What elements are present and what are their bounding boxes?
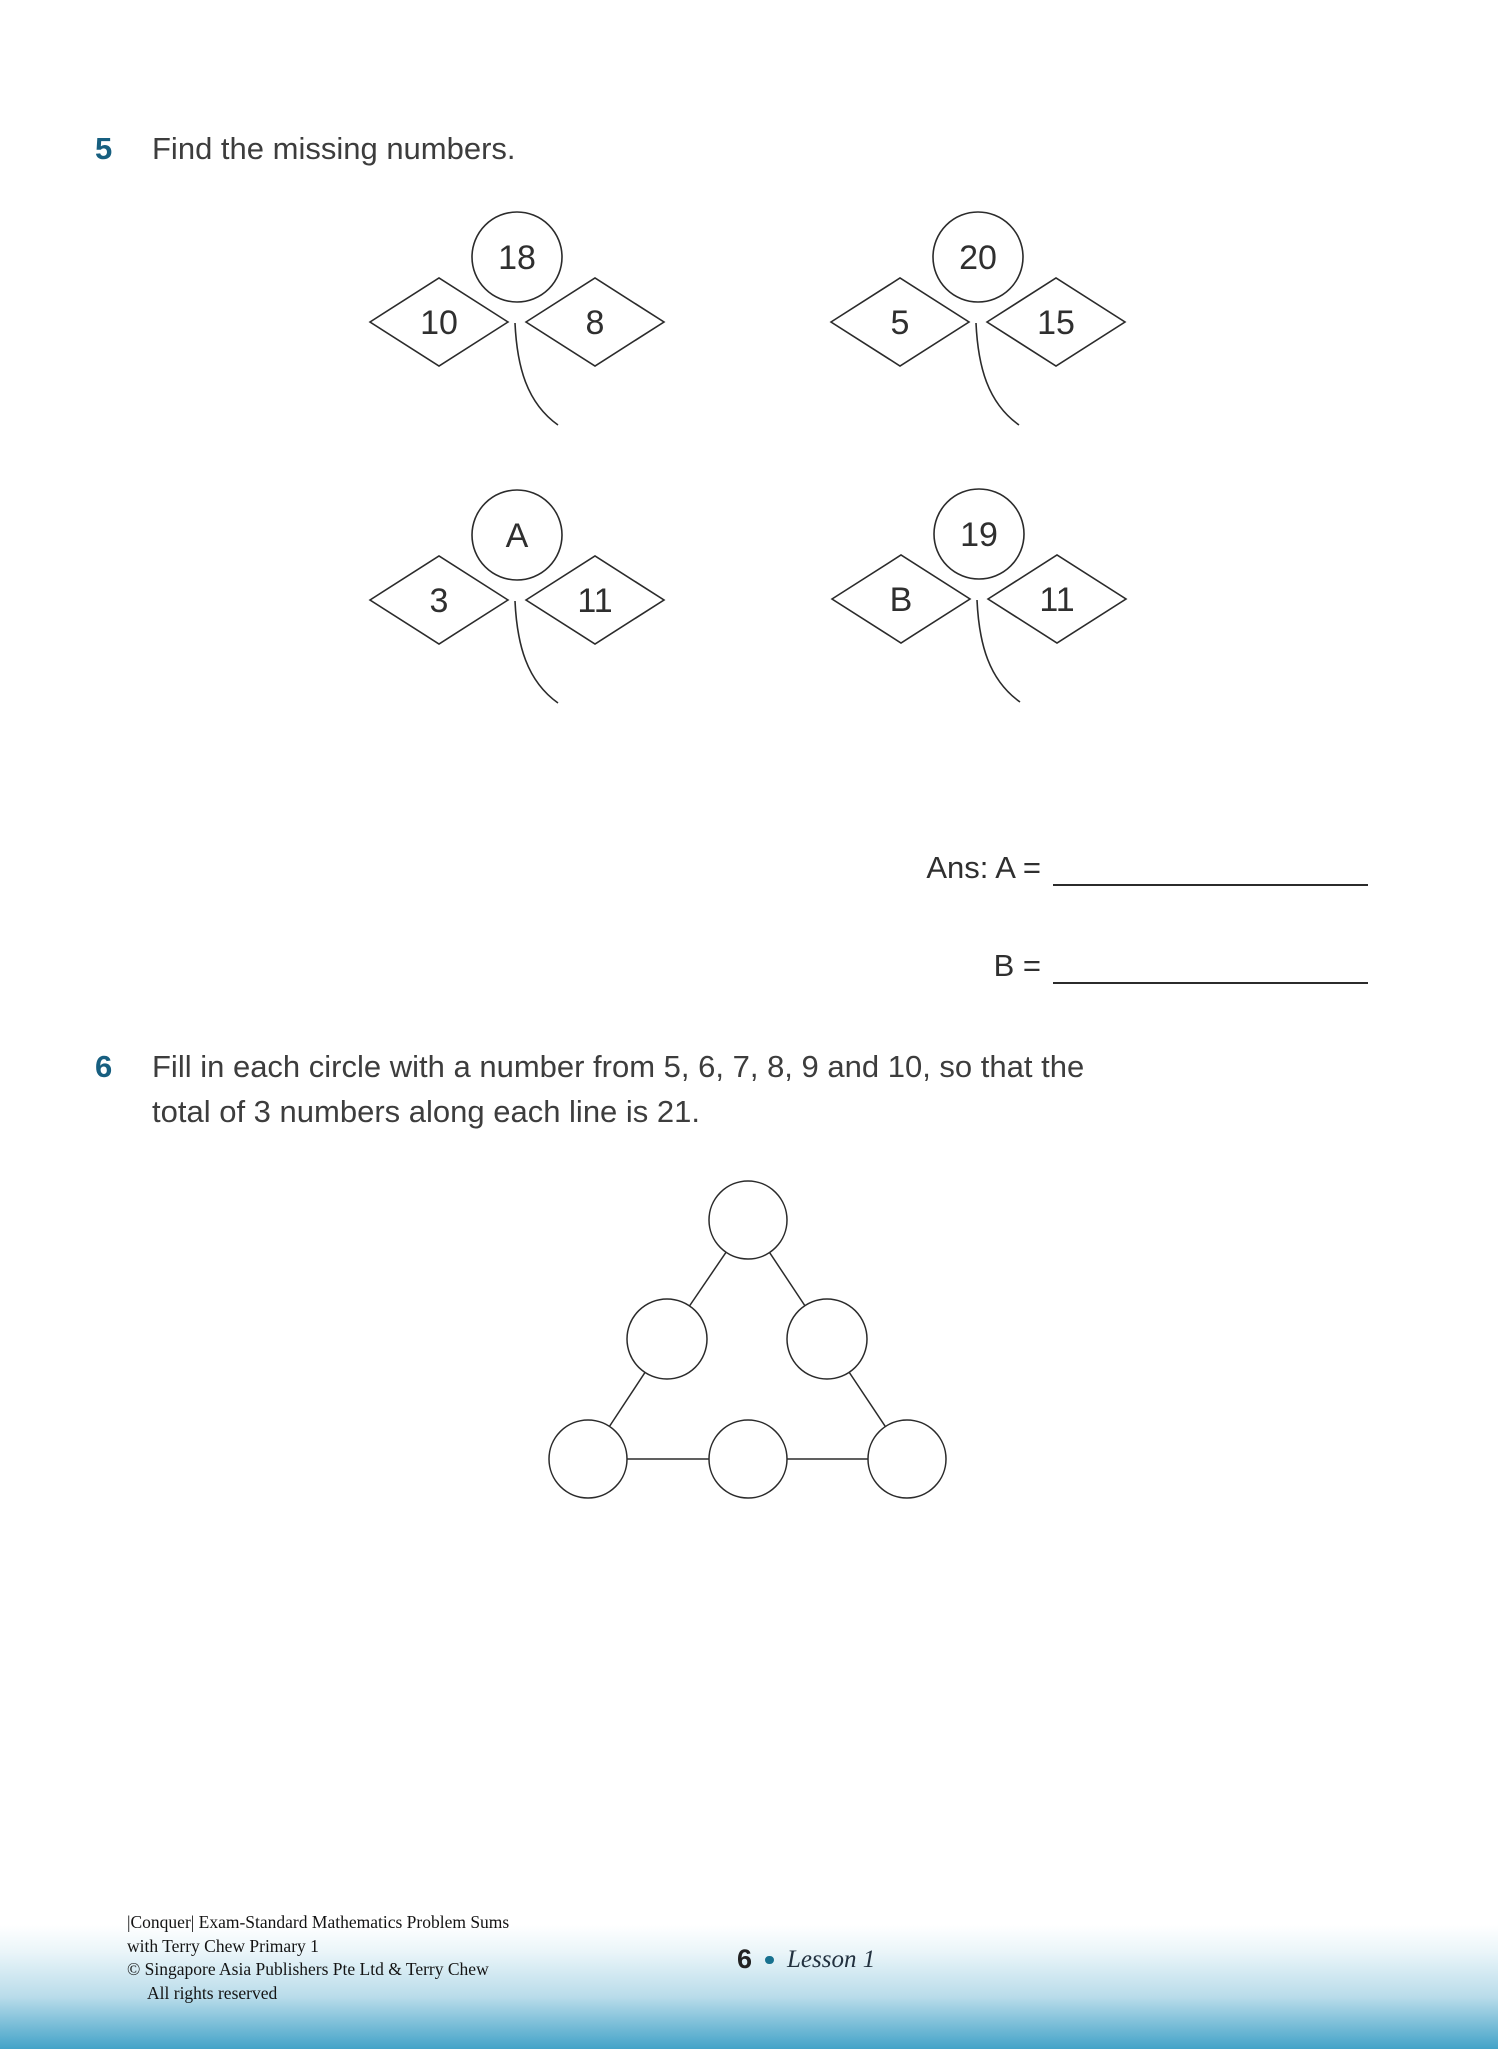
question-5-number: 5 bbox=[95, 131, 113, 166]
question-6-prompt-line-1: Fill in each circle with a number from 5, 6, 7, 8, 9 and 10, so that the bbox=[152, 1049, 1085, 1084]
flower-top-value: A bbox=[505, 517, 529, 555]
imprint-line-2: with Terry Chew Primary 1 bbox=[127, 1935, 319, 1956]
answer-label-a: Ans: A = bbox=[926, 850, 1041, 885]
number-flower-1 bbox=[367, 207, 667, 487]
question-6-prompt bbox=[152, 1044, 1084, 1134]
flower-top-value: 18 bbox=[498, 239, 536, 277]
answer-row-a bbox=[700, 848, 1368, 886]
answer-label-b: B = bbox=[993, 948, 1041, 983]
puzzle-circle-bottom-mid bbox=[709, 1420, 787, 1498]
puzzle-circle-mid-left bbox=[627, 1299, 707, 1379]
answer-row-b bbox=[700, 946, 1368, 984]
number-flower-2 bbox=[828, 207, 1128, 487]
question-6-number: 6 bbox=[95, 1049, 113, 1084]
number-flower-3 bbox=[367, 485, 667, 765]
flower-left-value: 10 bbox=[420, 304, 458, 342]
triangle-puzzle-diagram bbox=[540, 1172, 956, 1508]
flower-right-value: 11 bbox=[577, 582, 613, 620]
flower-left-value: 5 bbox=[890, 304, 910, 342]
puzzle-circle-bottom-left bbox=[549, 1420, 627, 1498]
question-5-prompt: Find the missing numbers. bbox=[152, 131, 516, 166]
page-number: 6 bbox=[737, 1944, 753, 1974]
flower-right-value: 15 bbox=[1037, 304, 1075, 342]
lesson-marker-icon bbox=[765, 1956, 774, 1964]
question-6-prompt-line-2: total of 3 numbers along each line is 21. bbox=[152, 1094, 701, 1129]
question-5-header bbox=[95, 126, 516, 171]
flower-top-value: 19 bbox=[960, 516, 998, 554]
answer-blank-a bbox=[1053, 852, 1368, 886]
question-6-header bbox=[95, 1044, 1084, 1134]
puzzle-circle-bottom-right bbox=[868, 1420, 946, 1498]
imprint-line-4: All rights reserved bbox=[147, 1982, 278, 2003]
puzzle-circle-mid-right bbox=[787, 1299, 867, 1379]
answer-blank-b bbox=[1053, 950, 1368, 984]
imprint-line-3: © Singapore Asia Publishers Pte Ltd & Terry Chew bbox=[127, 1959, 489, 1979]
page-footer-center bbox=[737, 1944, 875, 1975]
imprint-block bbox=[127, 1911, 509, 2005]
flower-right-value: 11 bbox=[1039, 581, 1075, 619]
imprint-line-1: |Conquer| Exam-Standard Mathematics Problem Sums bbox=[127, 1912, 510, 1932]
flower-right-value: 8 bbox=[585, 304, 605, 342]
flower-left-value: 3 bbox=[429, 582, 449, 620]
number-flower-4 bbox=[829, 484, 1129, 764]
flower-top-value: 20 bbox=[959, 239, 997, 277]
puzzle-circle-top bbox=[709, 1181, 787, 1259]
flower-left-value: B bbox=[889, 581, 913, 619]
lesson-label: Lesson 1 bbox=[787, 1945, 876, 1973]
